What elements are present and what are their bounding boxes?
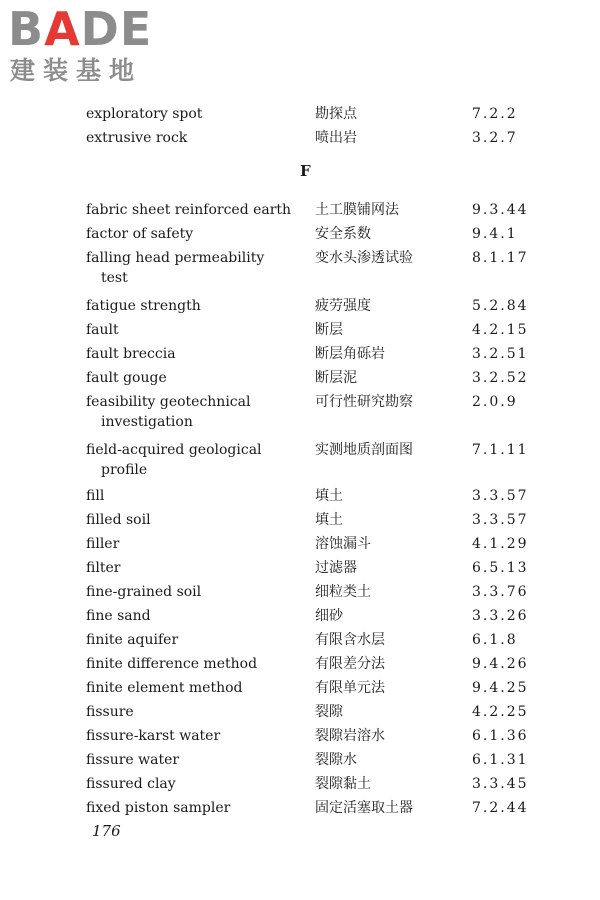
entry-chinese-term: 填土 [315,488,343,504]
entry-english-term [86,486,306,506]
entry-english-line: field-acquired geological [86,442,262,458]
entry-english-term [86,534,306,554]
entry-english-term [86,726,306,746]
entry-english-line: factor of safety [86,226,194,242]
entry-english-line: fissure water [86,752,180,768]
entry-chinese-term: 裂隙岩溶水 [315,728,385,744]
entry-chinese-term: 过滤器 [315,560,357,576]
entry-section-number: 9.4.25 [472,680,529,696]
entry-section-number: 6.1.31 [472,752,529,768]
entry-section-number: 3.2.51 [472,346,529,362]
entry-chinese-term: 固定活塞取土器 [315,800,413,816]
entry-section-number: 5.2.84 [472,298,529,314]
entry-english-term [86,200,306,220]
entry-english-line: fine-grained soil [86,584,202,600]
entry-english-line: filler [86,536,120,552]
entry-english-term [86,798,306,818]
logo-letter-a: A [44,2,81,56]
entry-english-term [86,224,306,244]
entry-english-term [86,558,306,578]
entry-section-number: 6.1.8 [472,632,518,648]
entry-english-line: exploratory spot [86,106,203,122]
entry-english-line: fissure [86,704,134,720]
entry-chinese-term: 细砂 [315,608,343,624]
logo-wordmark [8,4,152,54]
entry-section-number: 2.0.9 [472,394,518,410]
entry-english-line: fault [86,322,119,338]
entry-english-term [86,582,306,602]
entry-english-line: finite difference method [86,656,258,672]
entry-english-line: fissured clay [86,776,176,792]
entry-chinese-term: 疲劳强度 [315,298,371,314]
entry-english-term [86,630,306,650]
entry-english-line: feasibility geotechnical [86,394,251,410]
entry-section-number: 3.3.45 [472,776,529,792]
entry-chinese-term: 溶蚀漏斗 [315,536,371,552]
entry-chinese-term: 勘探点 [315,106,357,122]
entry-english-term [86,606,306,626]
entry-english-term [86,774,306,794]
entry-chinese-term: 有限单元法 [315,680,385,696]
entry-section-number: 4.2.25 [472,704,529,720]
entry-section-number: 7.2.44 [472,800,529,816]
entry-english-continuation: profile [101,462,148,478]
bade-logo [8,4,178,90]
entry-english-term [86,368,306,388]
entry-english-line: fixed piston sampler [86,800,231,816]
entry-english-line: fault gouge [86,370,167,386]
page-number: 176 [92,822,121,840]
section-letter: F [300,162,311,180]
entry-english-line: fatigue strength [86,298,201,314]
entry-english-term [86,702,306,722]
entry-english-term [86,104,306,124]
entry-english-term [86,750,306,770]
entry-english-term [86,248,306,288]
entry-english-term [86,392,306,432]
entry-section-number: 9.3.44 [472,202,529,218]
entry-english-term [86,678,306,698]
entry-english-term [86,320,306,340]
entry-section-number: 9.4.26 [472,656,529,672]
entry-english-term [86,654,306,674]
entry-english-term [86,128,306,148]
entry-section-number: 7.2.2 [472,106,518,122]
entry-english-line: fault breccia [86,346,176,362]
entry-section-number: 3.2.52 [472,370,529,386]
entry-english-line: finite element method [86,680,243,696]
entry-english-continuation: investigation [101,414,193,430]
entry-section-number: 6.1.36 [472,728,529,744]
entry-section-number: 3.3.26 [472,608,529,624]
entry-chinese-term: 实测地质剖面图 [315,442,413,458]
entry-section-number: 7.1.11 [472,442,529,458]
entry-chinese-term: 断层角砾岩 [315,346,385,362]
entry-section-number: 3.3.76 [472,584,529,600]
logo-letter-b: B [8,2,45,56]
entry-english-term [86,510,306,530]
entry-english-line: fissure-karst water [86,728,221,744]
entry-english-line: fill [86,488,105,504]
entry-english-term [86,344,306,364]
entry-chinese-term: 填土 [315,512,343,528]
entry-english-line: finite aquifer [86,632,179,648]
entry-english-line: filled soil [86,512,151,528]
entry-english-line: fabric sheet reinforced earth [86,202,292,218]
entry-chinese-term: 裂隙 [315,704,343,720]
entry-chinese-term: 裂隙水 [315,752,357,768]
entry-section-number: 3.2.7 [472,130,518,146]
entry-chinese-term: 变水头渗透试验 [315,250,413,266]
entry-section-number: 4.2.15 [472,322,529,338]
entry-chinese-term: 可行性研究勘察 [315,394,413,410]
logo-subtitle: 建装基地 [10,56,143,85]
entry-section-number: 8.1.17 [472,250,529,266]
entry-english-line: extrusive rock [86,130,188,146]
entry-section-number: 3.3.57 [472,512,529,528]
entry-english-line: filter [86,560,121,576]
entry-section-number: 9.4.1 [472,226,518,242]
entry-english-continuation: test [101,270,128,286]
entry-chinese-term: 断层 [315,322,343,338]
entry-english-line: falling head permeability [86,250,265,266]
entry-section-number: 3.3.57 [472,488,529,504]
entry-chinese-term: 细粒类土 [315,584,371,600]
entry-chinese-term: 安全系数 [315,226,371,242]
entry-chinese-term: 喷出岩 [315,130,357,146]
entry-chinese-term: 有限含水层 [315,632,385,648]
entry-english-line: fine sand [86,608,151,624]
entry-english-term [86,440,306,480]
entry-chinese-term: 有限差分法 [315,656,385,672]
entry-section-number: 4.1.29 [472,536,529,552]
entry-section-number: 6.5.13 [472,560,529,576]
entry-english-term [86,296,306,316]
entry-chinese-term: 裂隙黏土 [315,776,371,792]
logo-letters-de: DE [80,2,153,56]
entry-chinese-term: 土工膜铺网法 [315,202,399,218]
entry-chinese-term: 断层泥 [315,370,357,386]
